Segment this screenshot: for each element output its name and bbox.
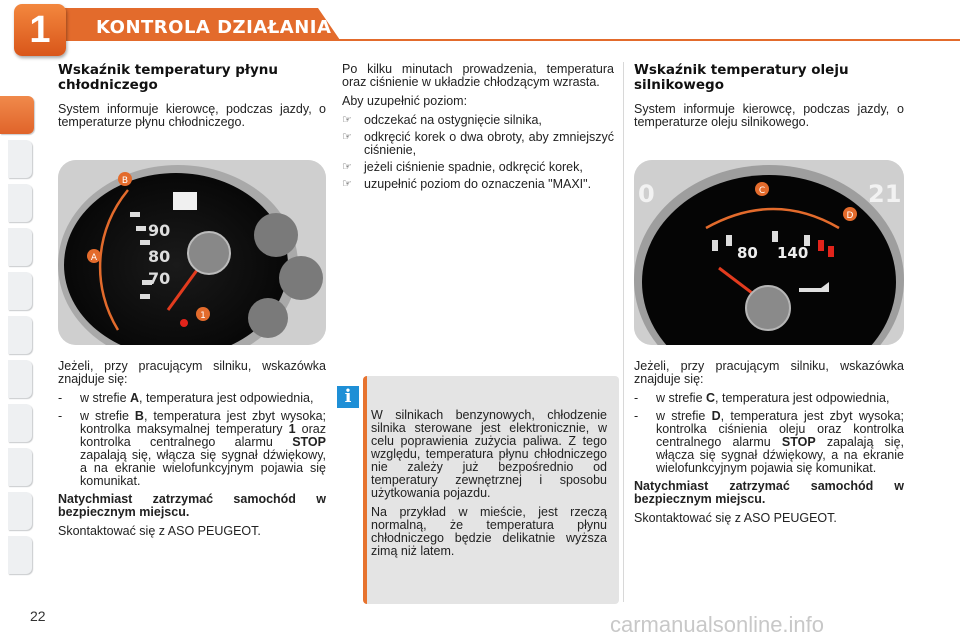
coolant-warning: Natychmiast zatrzymać samochód w bezpiecznym miejscu. bbox=[58, 492, 326, 519]
chapter-number: 1 bbox=[14, 4, 66, 56]
list-item: ☞ odczekać na ostygnięcie silnika, bbox=[342, 113, 542, 127]
coolant-gauge-image bbox=[58, 160, 326, 345]
tab-chapter-10[interactable] bbox=[8, 492, 32, 530]
info-para-2: Na przykład w mieście, jest rzeczą normalną, że temperatura płynu chłodniczego będzie delikatnie wyższa zimą niż latem. bbox=[371, 505, 607, 558]
list-item: ☞ uzupełnić poziom do oznaczenia "MAXI". bbox=[342, 177, 592, 191]
coolant-condition: Jeżeli, przy pracującym silniku, wskazówka znajduje się: bbox=[58, 359, 326, 386]
hand-icon: ☞ bbox=[342, 131, 352, 143]
coolant-scale-90: 90 bbox=[148, 221, 171, 240]
chapter-tabs bbox=[0, 60, 34, 580]
refill-intro: Po kilku minutach prowadzenia, temperatura oraz ciśnienie w układzie chłodzącym wzrasta. bbox=[342, 62, 614, 89]
column-divider bbox=[623, 62, 624, 602]
list-item: - w strefie B, temperatura jest zbyt wysoka; kontrolka maksymalnej temperatury 1 oraz kontrolka centralnego alarmu STOP zapalają się, włącza się sygnał dźwiękowy, a na ekranie wielofunkcyjnym pojawia się komunikat. bbox=[58, 409, 326, 488]
coolant-heading: Wskaźnik temperatury płynu chłodniczego bbox=[58, 62, 278, 93]
list-item: ☞ jeżeli ciśnienie spadnie, odkręcić korek, bbox=[342, 160, 583, 174]
oil-edge-0: 0 bbox=[638, 180, 655, 208]
refill-lead: Aby uzupełnić poziom: bbox=[342, 94, 468, 108]
tab-chapter-7[interactable] bbox=[8, 360, 32, 398]
coolant-scale-80: 80 bbox=[148, 247, 171, 266]
coolant-label-a: A bbox=[90, 253, 98, 263]
chapter-title: KONTROLA DZIAŁANIA bbox=[96, 17, 332, 38]
hand-icon: ☞ bbox=[342, 178, 352, 190]
warning-light-icon bbox=[180, 319, 188, 327]
tab-chapter-8[interactable] bbox=[8, 404, 32, 442]
refill-section bbox=[342, 63, 614, 195]
watermark: carmanualsonline.info bbox=[610, 612, 825, 637]
tab-chapter-3[interactable] bbox=[8, 184, 32, 222]
oil-label-d: D bbox=[846, 211, 854, 221]
list-item: - w strefie A, temperatura jest odpowiednia, bbox=[58, 391, 314, 405]
oil-warning: Natychmiast zatrzymać samochód w bezpiecznym miejscu. bbox=[634, 479, 904, 506]
hand-icon: ☞ bbox=[342, 161, 352, 173]
page-number: 22 bbox=[30, 608, 46, 624]
coolant-contact: Skontaktować się z ASO PEUGEOT. bbox=[58, 524, 261, 538]
oil-label-c: C bbox=[758, 186, 766, 196]
oil-scale-140: 140 bbox=[777, 244, 809, 262]
coolant-label-1: 1 bbox=[200, 311, 206, 321]
coolant-section bbox=[58, 63, 326, 135]
tab-chapter-11[interactable] bbox=[8, 536, 32, 574]
oil-section bbox=[634, 63, 904, 135]
coolant-details bbox=[58, 360, 326, 544]
tab-chapter-2[interactable] bbox=[8, 140, 32, 178]
list-item: ☞ odkręcić korek o dwa obroty, aby zmniejszyć ciśnienie, bbox=[342, 130, 614, 157]
oil-details bbox=[634, 360, 904, 531]
tab-chapter-9[interactable] bbox=[8, 448, 32, 486]
info-para-1: W silnikach benzynowych, chłodzenie silnika sterowane jest elektronicznie, w celu poprawienia zużycia paliwa. Z tego względu, temperatura płynu chłodniczego nie zależy już bezpośrednio od temperatury zewnętrznej i sposobu użytkowania pojazdu. bbox=[371, 408, 607, 500]
oil-heading: Wskaźnik temperatury oleju silnikowego bbox=[634, 62, 849, 93]
oil-contact: Skontaktować się z ASO PEUGEOT. bbox=[634, 511, 837, 525]
tab-chapter-6[interactable] bbox=[8, 316, 32, 354]
coolant-intro: System informuje kierowcę, podczas jazdy, o temperaturze płynu chłodniczego. bbox=[58, 102, 326, 129]
info-box-text bbox=[371, 409, 607, 564]
oil-gauge-image bbox=[634, 160, 904, 345]
oil-condition: Jeżeli, przy pracującym silniku, wskazówka znajduje się: bbox=[634, 359, 904, 386]
oil-intro: System informuje kierowcę, podczas jazdy, o temperaturze oleju silnikowego. bbox=[634, 102, 904, 129]
list-item: - w strefie C, temperatura jest odpowiednia, bbox=[634, 391, 890, 405]
tab-chapter-1[interactable] bbox=[0, 96, 34, 134]
tab-chapter-5[interactable] bbox=[8, 272, 32, 310]
list-item: - w strefie D, temperatura jest zbyt wysoka; kontrolka ciśnienia oleju oraz kontrolka centralnego alarmu STOP zapalają się, włącza się sygnał dźwiękowy, a na ekranie wielofunkcyjnym pojawia się komunikat. bbox=[634, 409, 905, 475]
info-icon: i bbox=[337, 386, 359, 408]
coolant-label-b: B bbox=[121, 176, 129, 186]
oil-scale-80: 80 bbox=[737, 244, 758, 262]
tab-chapter-4[interactable] bbox=[8, 228, 32, 266]
coolant-scale-70: 70 bbox=[148, 269, 171, 288]
hand-icon: ☞ bbox=[342, 114, 352, 126]
oil-edge-21: 21 bbox=[868, 180, 902, 208]
coolant-symbol-icon bbox=[173, 192, 197, 210]
